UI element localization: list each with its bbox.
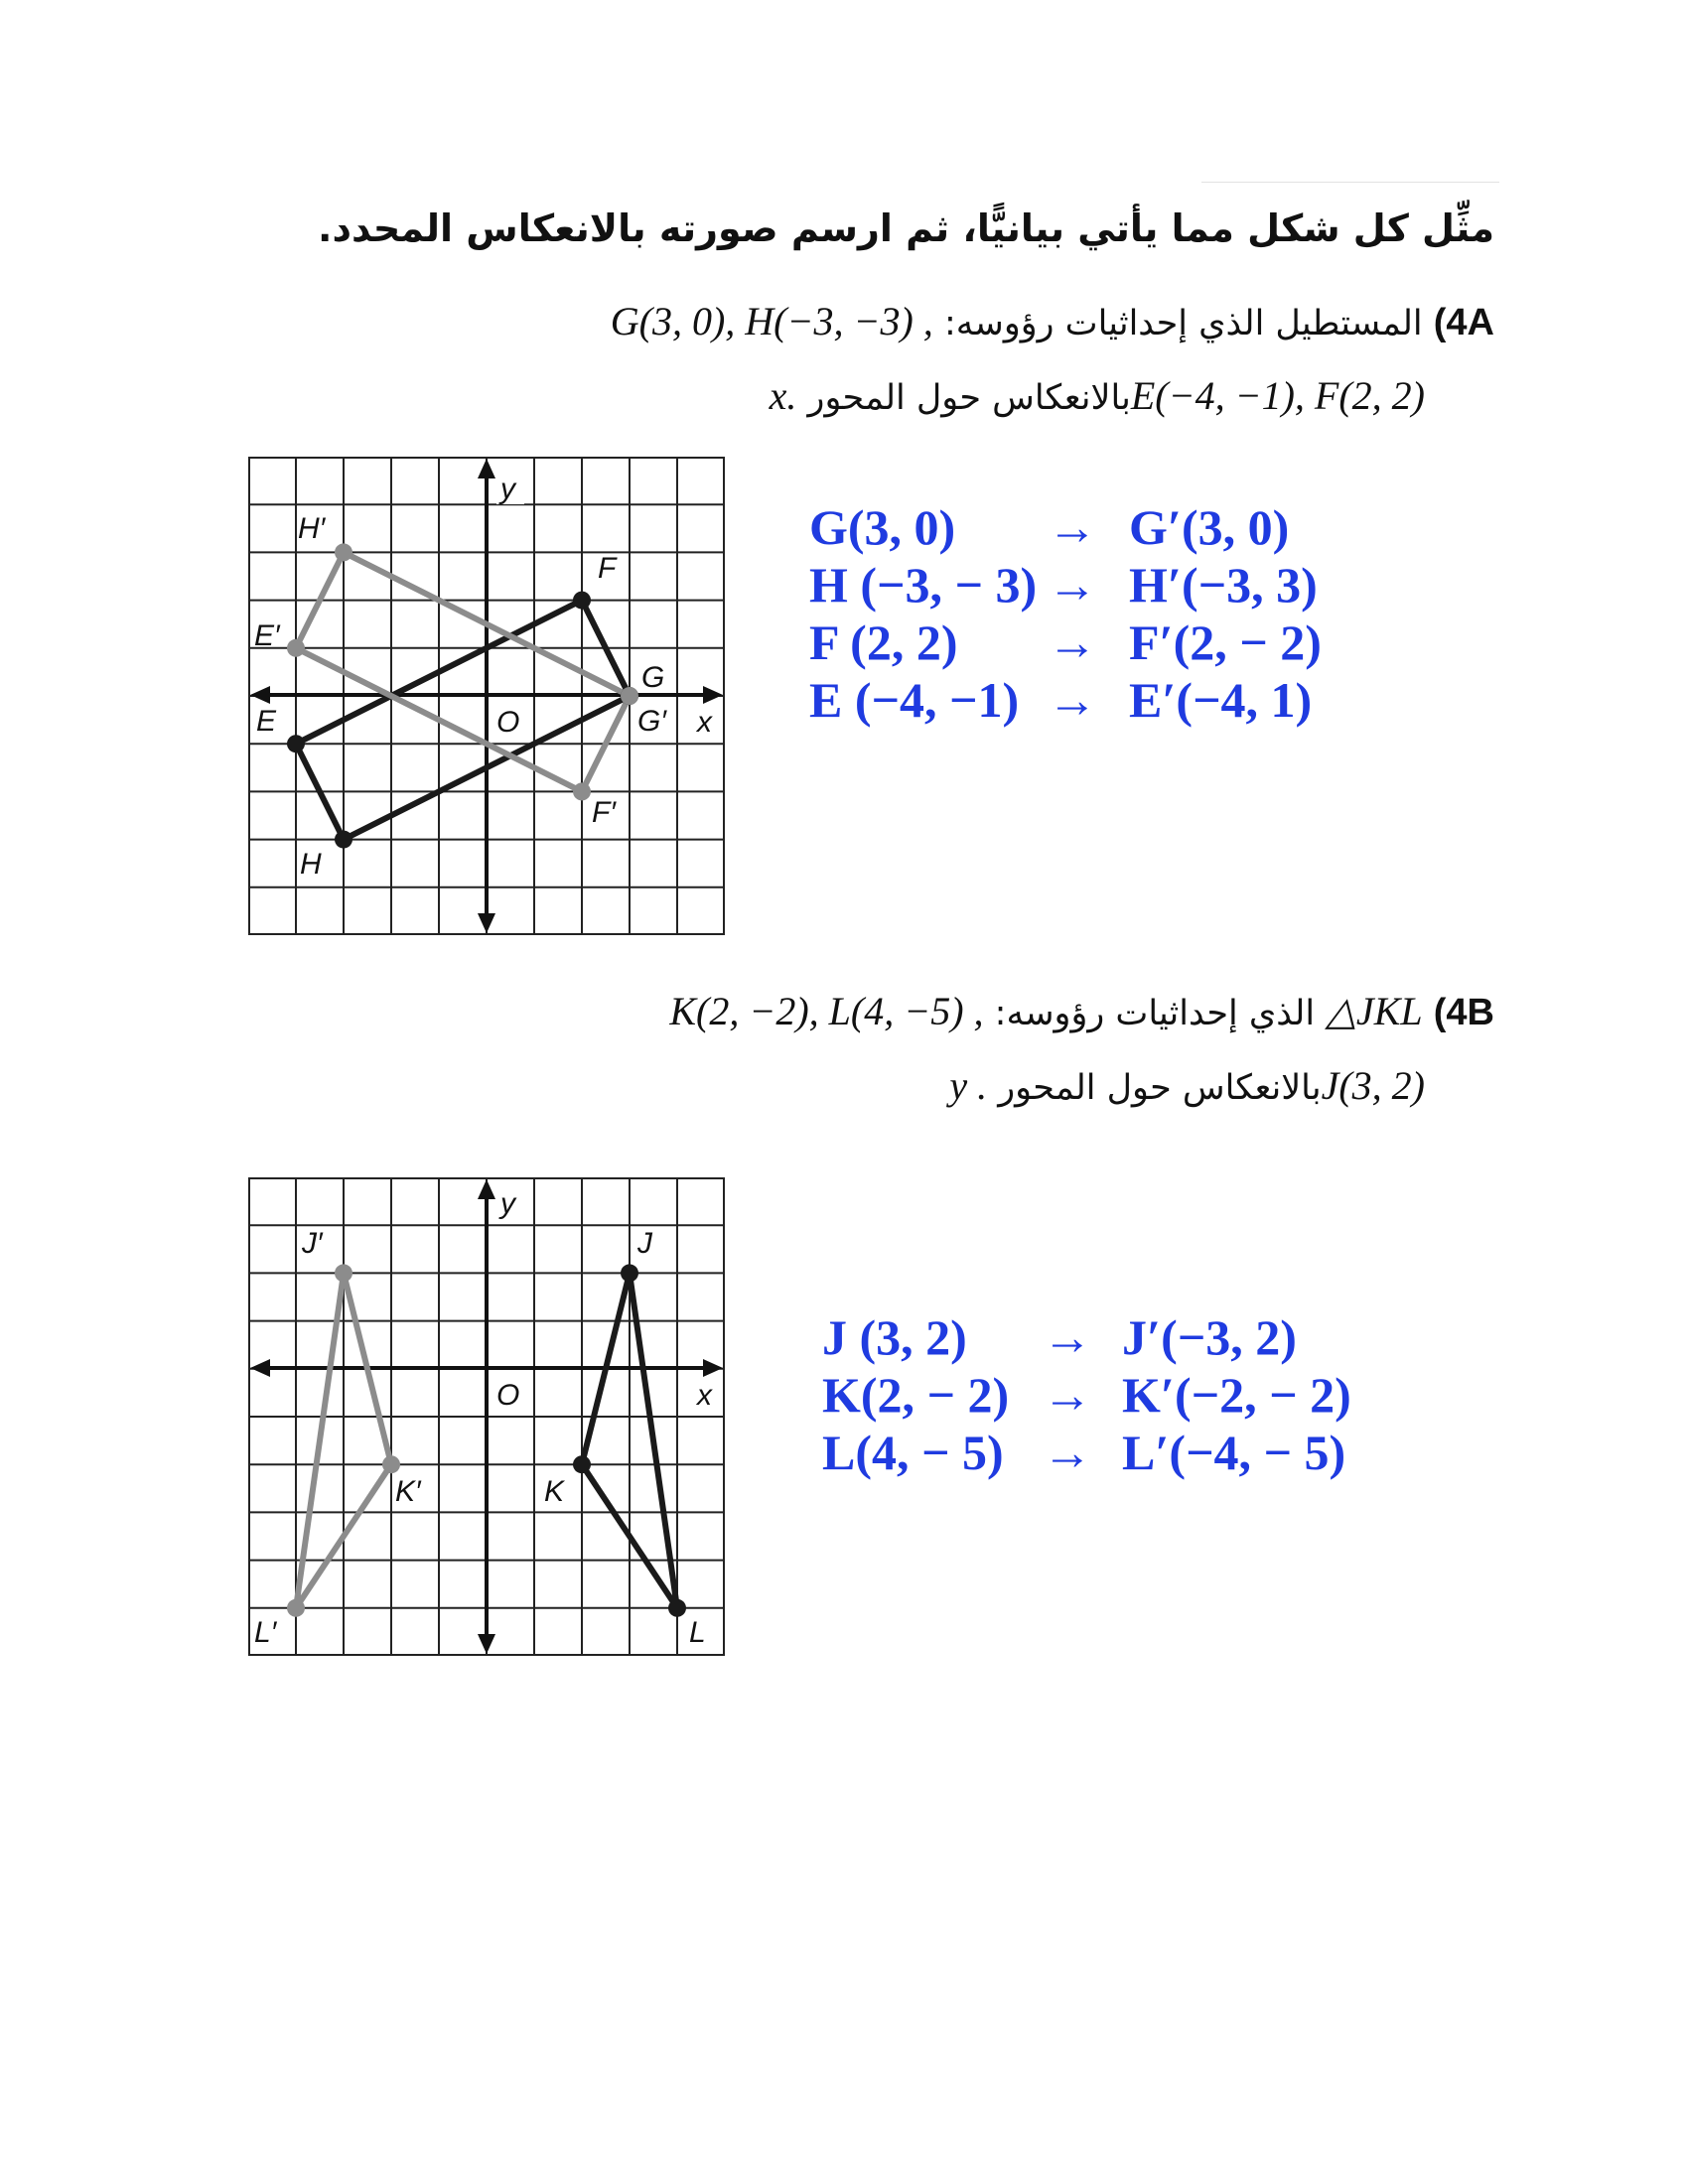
answer-4a-to: E′(−4, 1) (1129, 672, 1313, 728)
x-axis-label-4a: x (697, 706, 712, 739)
answer-4a-to: F′(2, − 2) (1129, 614, 1322, 670)
point-e-prime (287, 639, 305, 657)
problem-4a-line2 (134, 372, 1425, 419)
problem-4a-coords2: E(−4, −1), F(2, 2) (1130, 373, 1425, 418)
point-e (287, 735, 305, 752)
answer-4b-to: L′(−4, − 5) (1122, 1425, 1346, 1480)
y-axis-top-arrow-4a (478, 459, 495, 478)
problem-4b-coords2: J(3, 2) (1321, 1063, 1425, 1108)
answers-4a (809, 498, 1322, 729)
graph-4a (248, 457, 725, 935)
x-axis-label-4b: x (697, 1379, 712, 1412)
answer-4a-arrow: → (1048, 614, 1097, 670)
answer-4b-from: K(2, − 2) (822, 1367, 1010, 1423)
answer-4a-row (809, 498, 1322, 556)
label-l-prime: L′ (254, 1616, 277, 1649)
label-e-prime: E′ (254, 619, 280, 652)
label-k-prime: K′ (395, 1475, 421, 1508)
rectangle-efgh (296, 601, 630, 840)
answer-4a-from: F (2, 2) (809, 614, 958, 670)
answer-4b-to: J′(−3, 2) (1122, 1309, 1297, 1365)
label-k: K (544, 1475, 565, 1508)
answer-4a-arrow: → (1048, 672, 1097, 728)
point-j (621, 1264, 638, 1282)
label-f-prime: F′ (592, 796, 616, 829)
label-h-prime: H′ (298, 512, 326, 545)
label-e: E (256, 705, 277, 738)
answers-4b (822, 1308, 1351, 1481)
label-f: F (598, 552, 617, 585)
rectangle-image-e1f1g1h1 (296, 552, 630, 791)
point-l-prime (287, 1599, 305, 1617)
answer-4b-arrow: → (1043, 1309, 1092, 1365)
instruction-text: مثِّل كل شكل مما يأتي بيانيًّا، ثم ارسم صورته بالانعكاس المحدد. (318, 206, 1494, 250)
y-axis-label-4a: y (500, 473, 515, 505)
answer-4b-row (822, 1366, 1351, 1424)
problem-4b-line1 (204, 988, 1494, 1034)
problem-4a-line1 (204, 298, 1494, 344)
point-g-prime (621, 687, 638, 705)
problem-4b-text2: بالانعكاس حول المحور (987, 1068, 1322, 1108)
answer-4a-to: H′(−3, 3) (1129, 557, 1318, 613)
x-axis-right-arrow-4a (703, 686, 723, 704)
y-axis-top-arrow-4b (478, 1179, 495, 1199)
problem-4b-line2 (134, 1062, 1425, 1109)
point-k (573, 1455, 591, 1473)
problem-4b-number: 4B) (1433, 992, 1494, 1033)
answer-4b-arrow: → (1043, 1425, 1092, 1480)
y-axis-bottom-arrow-4b (478, 1634, 495, 1654)
label-g-prime: G′ (637, 705, 666, 738)
label-j-prime: J′ (302, 1227, 323, 1260)
problem-4a-number: 4A) (1433, 302, 1494, 343)
answer-4a-to: G′(3, 0) (1129, 499, 1290, 555)
x-axis-left-arrow-4a (250, 686, 270, 704)
answer-4a-row (809, 556, 1322, 614)
answer-4a-row (809, 671, 1322, 729)
answer-4b-arrow: → (1043, 1367, 1092, 1423)
origin-label-4a: O (496, 706, 520, 739)
problem-4a-text: المستطيل الذي إحداثيات رؤوسه: (932, 304, 1423, 343)
answer-4a-row (809, 614, 1322, 671)
answer-4a-arrow: → (1048, 557, 1097, 613)
x-axis-right-arrow-4b (703, 1359, 723, 1377)
answer-4a-from: H (−3, − 3) (809, 557, 1038, 613)
answer-4b-to: K′(−2, − 2) (1122, 1367, 1351, 1423)
problem-4a-axis: x. (769, 373, 797, 418)
label-l: L (689, 1616, 706, 1649)
answer-4b-from: J (3, 2) (822, 1309, 967, 1365)
top-divider (1201, 182, 1499, 183)
y-axis-label-4b: y (500, 1187, 515, 1220)
graph-4b-svg (248, 1177, 725, 1656)
answer-4a-arrow: → (1048, 499, 1097, 555)
problem-4b-coords1: K(2, −2), L(4, −5) , (669, 989, 984, 1033)
problem-4a-coords1: G(3, 0), H(−3, −3) , (610, 299, 933, 343)
point-h-prime (335, 543, 352, 561)
point-k-prime (382, 1455, 400, 1473)
answer-4b-row (822, 1424, 1351, 1481)
point-f (573, 592, 591, 610)
answer-4a-from: G(3, 0) (809, 499, 956, 555)
answer-4b-from: L(4, − 5) (822, 1425, 1004, 1480)
point-f-prime (573, 782, 591, 800)
origin-label-4b: O (496, 1379, 520, 1412)
problem-4a-text2: بالانعكاس حول المحور (796, 378, 1131, 418)
y-axis-bottom-arrow-4a (478, 913, 495, 933)
label-j: J (637, 1227, 652, 1260)
problem-4b-triangle: △JKL (1326, 989, 1423, 1033)
answer-4a-from: E (−4, −1) (809, 672, 1020, 728)
point-j-prime (335, 1264, 352, 1282)
graph-4b (248, 1177, 725, 1656)
x-axis-left-arrow-4b (250, 1359, 270, 1377)
label-h: H (300, 848, 322, 881)
graph-4a-svg (248, 457, 725, 935)
label-g: G (641, 661, 665, 694)
problem-4b-text: الذي إحداثيات رؤوسه: (983, 994, 1327, 1033)
point-l (668, 1599, 686, 1617)
problem-4b-axis: y . (949, 1063, 988, 1108)
answer-4b-row (822, 1308, 1351, 1366)
point-h (335, 831, 352, 849)
